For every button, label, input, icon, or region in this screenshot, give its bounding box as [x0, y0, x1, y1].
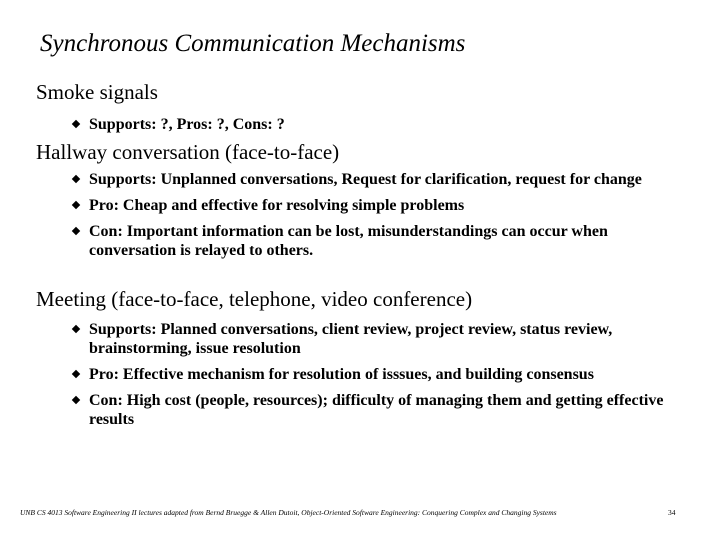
topic-subheading: (face-to-face) — [219, 140, 340, 164]
diamond-bullet-icon — [72, 325, 80, 333]
slide-title: Synchronous Communication Mechanisms — [40, 30, 466, 57]
topic-heading: Smoke signals — [36, 80, 158, 104]
topic-smoke-signals — [36, 80, 158, 105]
topic-hallway-conversation — [36, 140, 339, 165]
topic-meeting — [36, 287, 472, 312]
bullet-item — [72, 115, 692, 134]
bullet-text: Supports: Planned conversations, client review, project review, status review, brainstorming, issue resolution — [89, 321, 613, 357]
slide-footer: UNB CS 4013 Software Engineering II lectures adapted from Bernd Bruegge & Allen Dutoit, Object-Oriented Software Engineering: Conquering Complex and Changing Systems — [20, 508, 557, 517]
diamond-bullet-icon — [72, 227, 80, 235]
topic-subheading: (face-to-face, telephone, video conference) — [105, 287, 473, 311]
bullet-item — [72, 196, 692, 215]
diamond-bullet-icon — [72, 370, 80, 378]
page-number: 34 — [668, 508, 676, 517]
bullet-text: Con: Important information can be lost, misunderstandings can occur when conversation is relayed to others. — [89, 223, 608, 259]
bullet-item — [72, 391, 692, 429]
bullet-list-meeting — [72, 320, 692, 436]
bullet-item — [72, 320, 692, 358]
bullet-text: Con: High cost (people, resources); difficulty of managing them and getting effective results — [89, 392, 664, 428]
topic-heading: Meeting — [36, 287, 106, 311]
bullet-item — [72, 170, 692, 189]
bullet-item — [72, 365, 692, 384]
bullet-item — [72, 222, 692, 260]
bullet-text: Pro: Cheap and effective for resolving simple problems — [89, 197, 465, 214]
diamond-bullet-icon — [72, 120, 80, 128]
bullet-list-smoke-signals — [72, 115, 692, 141]
topic-heading: Hallway conversation — [36, 140, 220, 164]
diamond-bullet-icon — [72, 201, 80, 209]
bullet-text: Supports: ?, Pros: ?, Cons: ? — [89, 116, 285, 133]
bullet-text: Pro: Effective mechanism for resolution of isssues, and building consensus — [89, 366, 594, 383]
bullet-list-hallway-conversation — [72, 170, 692, 267]
diamond-bullet-icon — [72, 396, 80, 404]
diamond-bullet-icon — [72, 175, 80, 183]
bullet-text: Supports: Unplanned conversations, Request for clarification, request for change — [89, 171, 642, 188]
